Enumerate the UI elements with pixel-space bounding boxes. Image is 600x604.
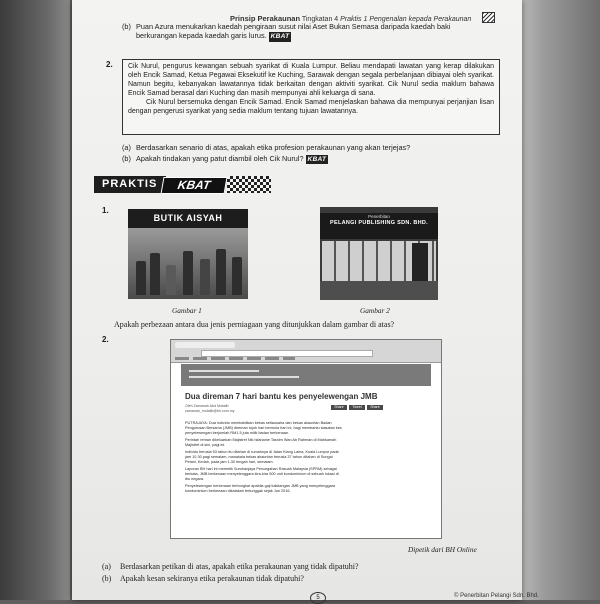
building-floor <box>320 281 438 300</box>
checkered-flag-icon <box>227 176 271 193</box>
q1b-line1: Puan Azura menukarkan kaedah pengiraan susut nilai Aset Bukan Semasa daripada kaedah baki <box>136 22 451 31</box>
tweet-button: Tweet <box>349 405 365 410</box>
browser-tab <box>175 342 235 348</box>
q1b-label: (b) <box>122 22 131 31</box>
page-number: 5 <box>310 592 326 604</box>
q2b-question: Apakah tindakan yang patut diambil oleh Cik Nurul? <box>136 154 304 163</box>
share-button: Share <box>331 405 347 410</box>
address-bar <box>201 350 373 357</box>
kbat-badge: KBAT <box>270 33 290 41</box>
p1-question: Apakah perbezaan antara dua jenis perniagaan yang ditunjukkan dalam gambar di atas? <box>114 320 395 329</box>
byline-author: Oleh Zamanah Abd Mutalib <box>185 404 229 408</box>
clothing-rack <box>183 251 193 295</box>
news-screenshot <box>170 339 442 539</box>
clothing-rack <box>150 253 160 295</box>
q2a-label: (a) <box>122 143 131 152</box>
q1b-line2 <box>136 31 496 41</box>
textbook-page <box>72 0 539 601</box>
shop-sign: BUTIK AISYAH <box>128 209 248 228</box>
source-credit: Dipetik dari BH Online <box>408 545 477 554</box>
news-article <box>181 364 431 536</box>
clothing-rack <box>200 259 210 295</box>
article-paragraph: Individu berusia 53 tahun itu ditahan di rumahnya di Jalan Klang Lama, Kuala Lumpur pada jam 10.30 pagi semalam, manakala bekas akauntan berusia 37 tahun ditahan di Sungai Petani, Kedah, pada jam 1.30 tengah hari, semalam. <box>185 450 339 464</box>
sign-small-text: Penerbitan <box>368 214 390 219</box>
header-title: Prinsip Perakaunan <box>230 14 301 23</box>
share-button: Share <box>367 405 383 410</box>
q2-scenario-box <box>122 59 500 135</box>
p2-number: 2. <box>102 335 109 344</box>
building-door <box>412 243 428 281</box>
article-byline <box>185 404 235 413</box>
q1b-text <box>136 22 496 42</box>
caption-gambar-2: Gambar 2 <box>360 306 390 315</box>
background-left <box>0 0 70 600</box>
article-paragraph: PUTRAJAYA: Dua individu membabitkan bekas setiausaha dan bekas akauntan Badan Pengurusan Bersama (JMB) direman tujuh hari bermula hari ini, bagi membantu siasatan kes penyelewengan berjumlah RM1.5 juta milik badan berkenaan. <box>185 421 342 435</box>
clothing-rack <box>232 257 242 295</box>
byline-email: zamanah_mutalib@bh.com.my <box>185 408 235 413</box>
header-tingkatan: Tingkatan 4 <box>301 16 339 23</box>
shop-interior <box>128 228 248 299</box>
article-title: Dua direman 7 hari bantu kes penyelewengan JMB <box>185 392 378 401</box>
q2b-text <box>136 154 496 164</box>
building-sign <box>320 213 438 239</box>
praktis-label: PRAKTIS <box>94 176 166 193</box>
p2a-text: Berdasarkan petikan di atas, apakah etika perakaunan yang tidak dipatuhi? <box>120 562 359 571</box>
clothing-rack <box>136 261 146 295</box>
p2a-label: (a) <box>102 562 111 571</box>
p2b-label: (b) <box>102 574 112 583</box>
p2b-text: Apakah kesan sekiranya etika perakaunan tidak dipatuhi? <box>120 574 304 583</box>
caption-gambar-1: Gambar 1 <box>172 306 202 315</box>
clothing-rack <box>216 249 226 295</box>
sign-company-name: PELANGI PUBLISHING SDN. BHD. <box>330 220 428 226</box>
photo-pelangi-publishing <box>320 207 438 300</box>
q1b-line2-text: berkurangan kepada kaedah garis lurus. <box>136 31 267 41</box>
article-banner <box>181 364 431 386</box>
header-praktis-ref: Praktis 1 Pengenalan kepada Perakaunan <box>340 16 472 23</box>
q2-number: 2. <box>106 60 113 69</box>
q2-para1: Cik Nurul, pengurus kewangan sebuah syarikat di Kuala Lumpur. Beliau mendapati lawatan yang kerap dilakukan oleh Encik Samad, Ketua Pegawai Eksekutif ke Kuching, Sarawak dengan segala perbelanjaan dibiayai oleh syarikat. Namun begitu, kebanyakan lawatannya tidak berkaitan dengan aktiviti syarikat. Cik Nurul sedia maklum bahawa Encik Samad berasal dari Kuching dan masih mempunyai ahli keluarga di sana. <box>128 63 494 97</box>
q2b-label: (b) <box>122 154 131 163</box>
q2a-text: Berdasarkan senario di atas, apakah etika profesion perakaunan yang akan terjejas? <box>136 143 411 152</box>
article-paragraph: Perintah reman dikeluarkan Majistret Nik Isfahanie Tasnim Wan Ab Rahman di Mahkamah Majistret di sini, pagi ini. <box>185 438 337 447</box>
praktis-kbat-banner <box>94 176 270 193</box>
copyright: © Penerbitan Pelangi Sdn. Bhd. <box>454 593 539 599</box>
kbat-label: KBAT <box>161 177 228 194</box>
article-paragraph: Laporan BH hari ini memetik Suruhanjaya Pencegahan Rasuah Malaysia (SPRM) sebagai berkata, JMB berkenaan menyelenggara kira-kira 500 unit kondominium di sebuah lokasi di ibu negara. <box>185 467 339 481</box>
q2-para2: Cik Nurul bersemuka dengan Encik Samad. Encik Samad menjelaskan bahawa dia mempunyai perjanjian lisan dengan pengerusi syarikat yang sedia maklum tentang tujuan lawatannya. <box>128 98 494 115</box>
browser-chrome <box>171 340 441 363</box>
article-body <box>185 421 343 496</box>
kbat-badge: KBAT <box>307 156 327 163</box>
clothing-rack <box>166 265 176 295</box>
photo-butik-aisyah <box>128 209 248 299</box>
bookmarks-bar <box>175 357 295 360</box>
p1-number: 1. <box>102 206 109 215</box>
article-paragraph: Penyelewengan berkenaan terbongkar apabila gaji kakitangan JMB yang menyelenggara kondominium berkenaan dikatakan tertunggak sejak Jun 2016. <box>185 484 336 493</box>
